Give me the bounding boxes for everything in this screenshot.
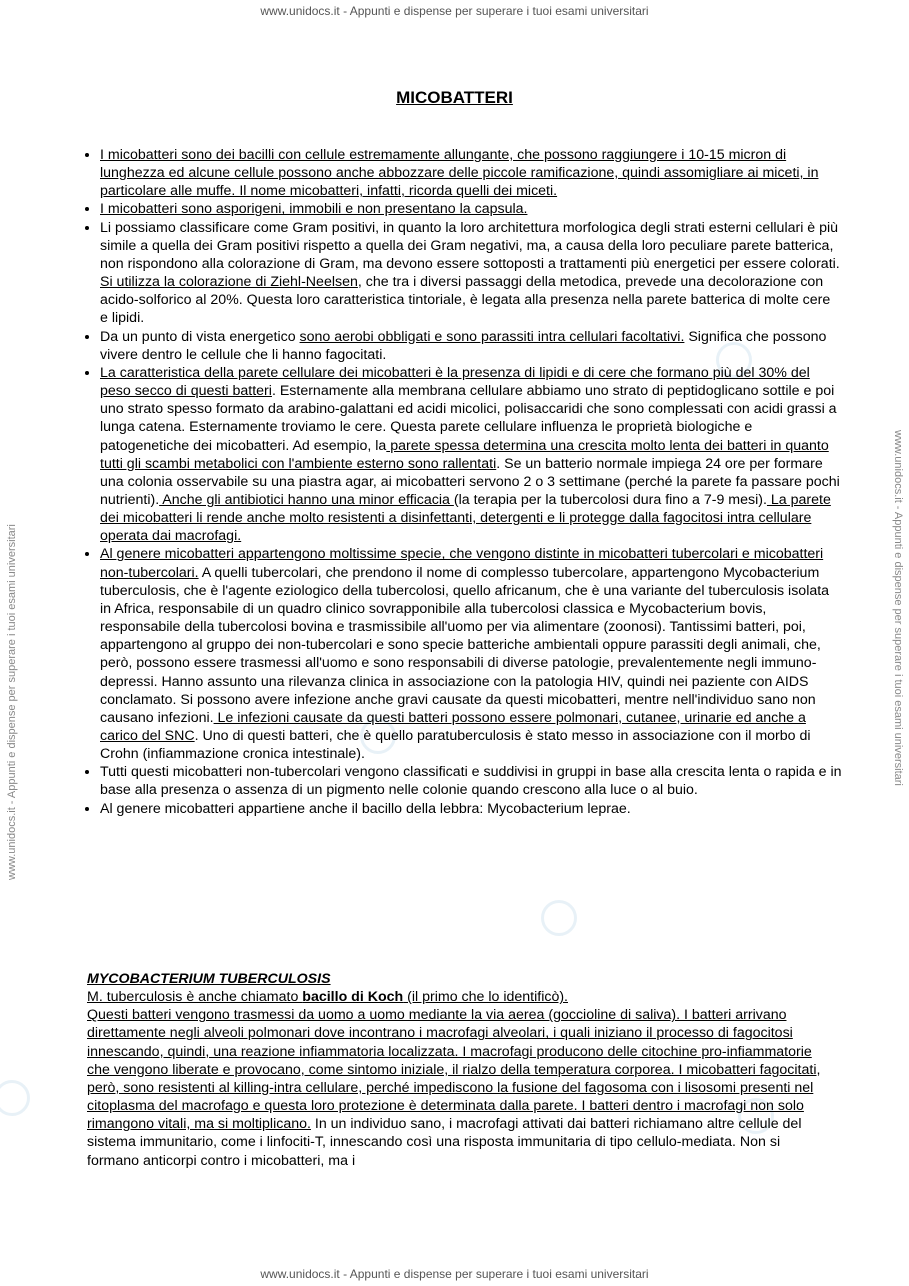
list-item: • Tutti questi micobatteri non-tubercolari vengono classificati e suddivisi in gruppi in base alla crescita lenta o rapida e in base alla presenza o assenza di un pigmento nelle colonie quando crescono alla luce o al buio.	[100, 763, 842, 799]
watermark-logo-icon	[541, 900, 577, 936]
list-item: • I micobatteri sono asporigeni, immobili e non presentano la capsula.	[100, 200, 842, 218]
watermark-logo-icon	[0, 1080, 30, 1116]
page-title: MICOBATTERI	[396, 88, 513, 107]
paragraph: M. tuberculosis è anche chiamato bacillo di Koch (il primo che lo identificò).	[87, 989, 568, 1006]
watermark-right: www.unidocs.it - Appunti e dispense per superare i tuoi esami universitari	[892, 430, 904, 786]
list-item: • Al genere micobatteri appartengono moltissime specie, che vengono distinte in micobatteri tubercolari e micobatteri non-tubercolari. A quelli tubercolari, che prendono il nome di complesso tubercolare, appartengono Mycobacterium tuberculosis, che è l'agente eziologico della tubercolosi, quello africanum, che è una variante del tuberculosis isolata in Africa, responsabile di un quadro clinico sovrapponibile alla tubercolosi classica e Mycobacterium bovis, responsabile della tubercolosi bovina e trasmissibile all'uomo per via alimentare (zoonosi). Tantissimi batteri, poi, appartengono al gruppo dei non-tubercolari e sono specie batteriche ambientali oppure parassiti degli animali, che, però, possono essere trasmessi all'uomo e sono responsabili di diverse patologie, prevalentemente negli immuno-depressi. Hanno assunto una rilevanza clinica in associazione con la patologia HIV, quindi nei paziente con AIDS conclamato. Si possono avere infezione anche gravi causate da questi micobatteri, mentre nell'individuo sano non causano infezioni. Le infezioni causate da questi batteri possono essere polmonari, cutanee, urinarie ed anche a carico del SNC. Uno di questi batteri, che è quello paratuberculosis è stato messo in associazione con il morbo di Crohn (infiammazione cronica intestinale).	[100, 545, 842, 763]
section-tuberculosis	[87, 970, 827, 1170]
list-item: • La caratteristica della parete cellulare dei micobatteri è la presenza di lipidi e di cere che formano più del 30% del peso secco di questi batteri. Esternamente alla membrana cellulare abbiamo uno strato di peptidoglicano sottile e poi uno strato spesso formato da arabino-galattani ed acidi micolici, polisaccaridi che sono complessati con acidi grassi a lunga catena. Esternamente troviamo le cere. Questa parete cellulare influenza le proprietà biologiche e patogenetiche dei micobatteri. Ad esempio, la parete spessa determina una crescita molto lenta dei batteri in quanto tutti gli scambi metabolici con l'ambiente esterno sono rallentati. Se un batterio normale impiega 24 ore per formare una colonia osservabile su una piastra agar, ai micobatteri servono 2 o 3 settimane (perché la parete fa passare pochi nutrienti). Anche gli antibiotici hanno una minor efficacia (la terapia per la tubercolosi dura fino a 7-9 mesi). La parete dei micobatteri li rende anche molto resistenti a disinfettanti, detergenti e li protegge dalla fagocitosi intra cellulare operata dai macrofagi.	[100, 364, 842, 546]
watermark-left: www.unidocs.it - Appunti e dispense per superare i tuoi esami universitari	[6, 524, 18, 880]
page-header: www.unidocs.it - Appunti e dispense per superare i tuoi esami universitari	[260, 4, 649, 18]
bullet-list	[84, 146, 842, 818]
page-footer: www.unidocs.it - Appunti e dispense per superare i tuoi esami universitari	[260, 1267, 649, 1281]
list-item: • Al genere micobatteri appartiene anche il bacillo della lebbra: Mycobacterium leprae.	[100, 800, 842, 818]
list-item: • Da un punto di vista energetico sono aerobi obbligati e sono parassiti intra cellulari facoltativi. Significa che possono vivere dentro le cellule che li hanno fagocitati.	[100, 328, 842, 364]
list-item: • I micobatteri sono dei bacilli con cellule estremamente allungante, che possono raggiungere i 10-15 micron di lunghezza ed alcune cellule possono anche abbozzare delle piccole ramificazione, quindi assomigliare ai miceti, in particolare alle muffe. Il nome micobatteri, infatti, ricorda quelli dei miceti.	[100, 146, 842, 200]
section-title: MYCOBACTERIUM TUBERCULOSIS	[87, 971, 331, 987]
paragraph: Questi batteri vengono trasmessi da uomo a uomo mediante la via aerea (goccioline di saliva). I batteri arrivano direttamente negli alveoli polmonari dove incontrano i macrofagi alveolari, i quali iniziano il processo di fagocitosi innescando, quindi, una reazione infiammatoria localizzata. I macrofagi producono delle citochine pro-infiammatorie che vengono liberate e provocano, come sintomo iniziale, il rialzo della temperatura corporea. I micobatteri fagocitati, però, sono resistenti al killing-intra cellulare, perché impediscono la fusione del fagosoma con i lisosomi presenti nel citoplasma del macrofago e questa loro protezione è determinata dalla parete. I batteri dentro i macrofagi non solo rimangono vitali, ma si moltiplicano. In un individuo sano, i macrofagi attivati dai batteri richiamano altre cellule del sistema immunitario, come i linfociti-T, innescando così una risposta immunitaria di tipo cellulo-mediata. Non si formano anticorpi contro i micobatteri, ma i	[87, 1007, 821, 1169]
list-item: • Li possiamo classificare come Gram positivi, in quanto la loro architettura morfologica degli strati esterni cellulari è più simile a quella dei Gram positivi rispetto a quella dei Gram negativi, ma, a causa della loro peculiare parete batterica, non rispondono alla colorazione di Gram, ma devono essere sottoposti a trattamenti più energetici per essere colorati. Si utilizza la colorazione di Ziehl-Neelsen, che tra i diversi passaggi della metodica, prevede una decolorazione con acido-solforico al 20%. Questa loro caratteristica tintoriale, è legata alla presenza nella parete batterica di molte cere e lipidi.	[100, 219, 842, 328]
